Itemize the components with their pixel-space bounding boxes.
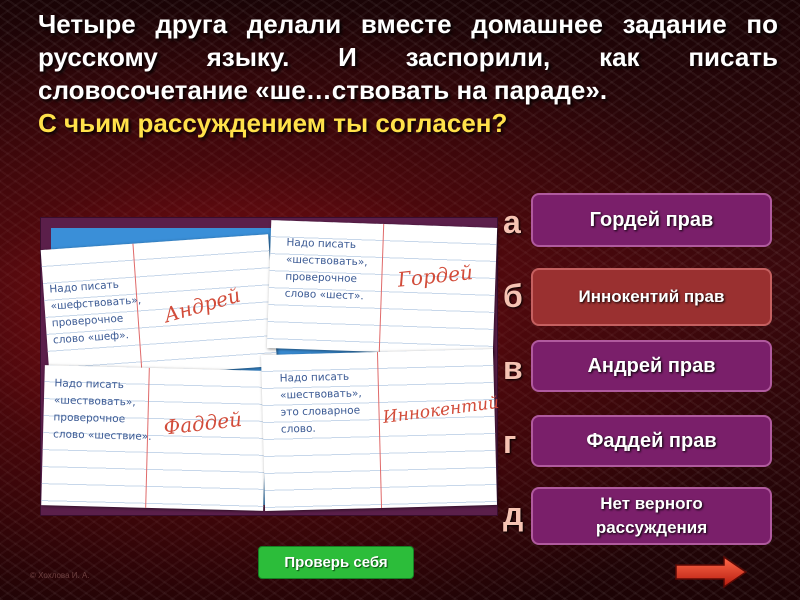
note-faddey — [41, 365, 267, 511]
note-line: Надо писать — [279, 370, 350, 385]
author-credit: © Хохлова И. А. — [30, 571, 90, 580]
question-prompt: С чьим рассуждением ты согласен? — [38, 108, 508, 138]
note-line: Надо писать — [286, 236, 357, 252]
letter-g: г — [503, 424, 517, 460]
note-line: слово «шествие». — [52, 428, 152, 443]
note-gordey — [267, 220, 497, 356]
question-text — [38, 8, 778, 140]
note-name: Гордей — [396, 259, 474, 292]
letter-a: а — [503, 204, 521, 240]
note-line: «шествовать», — [53, 394, 136, 409]
note-line: это словарное — [280, 404, 361, 419]
question-body: Четыре друга делали вместе домашнее задание по русскому языку. И заспорили, как писать словосочетание «ше…ствовать на параде». — [38, 9, 778, 105]
note-name: Фаддей — [162, 406, 244, 440]
notebook-collage — [49, 228, 501, 505]
note-line: слово. — [280, 422, 316, 436]
note-line: Надо писать — [49, 278, 120, 296]
next-button[interactable] — [674, 556, 748, 588]
letter-v: в — [503, 350, 523, 386]
note-andrey — [41, 234, 278, 382]
answer-b-button[interactable]: Иннокентий прав — [531, 268, 772, 326]
note-line: «шефствовать», — [50, 294, 142, 313]
note-name: Андрей — [161, 282, 244, 328]
letter-d: д — [503, 496, 524, 532]
note-line: проверочное — [285, 270, 358, 286]
notebook-image — [40, 217, 501, 516]
answer-g-button[interactable]: Фаддей прав — [531, 415, 772, 467]
note-line: проверочное — [51, 312, 124, 330]
note-line: проверочное — [53, 411, 126, 426]
note-line: слово «шест». — [284, 287, 364, 303]
note-line: «шествовать», — [279, 387, 362, 402]
answer-a-button[interactable]: Гордей прав — [531, 193, 772, 247]
note-innokentiy — [261, 349, 501, 511]
letter-b: б — [503, 278, 523, 314]
check-yourself-button[interactable]: Проверь себя — [258, 546, 414, 579]
note-line: Надо писать — [54, 377, 125, 392]
note-line: «шествовать», — [285, 253, 368, 269]
answer-v-button[interactable]: Андрей прав — [531, 340, 772, 392]
right-arrow-icon — [674, 556, 748, 588]
answer-d-button[interactable]: Нет верного рассуждения — [531, 487, 772, 545]
note-line: слово «шеф». — [52, 329, 130, 347]
note-name: Иннокентий — [381, 392, 501, 428]
